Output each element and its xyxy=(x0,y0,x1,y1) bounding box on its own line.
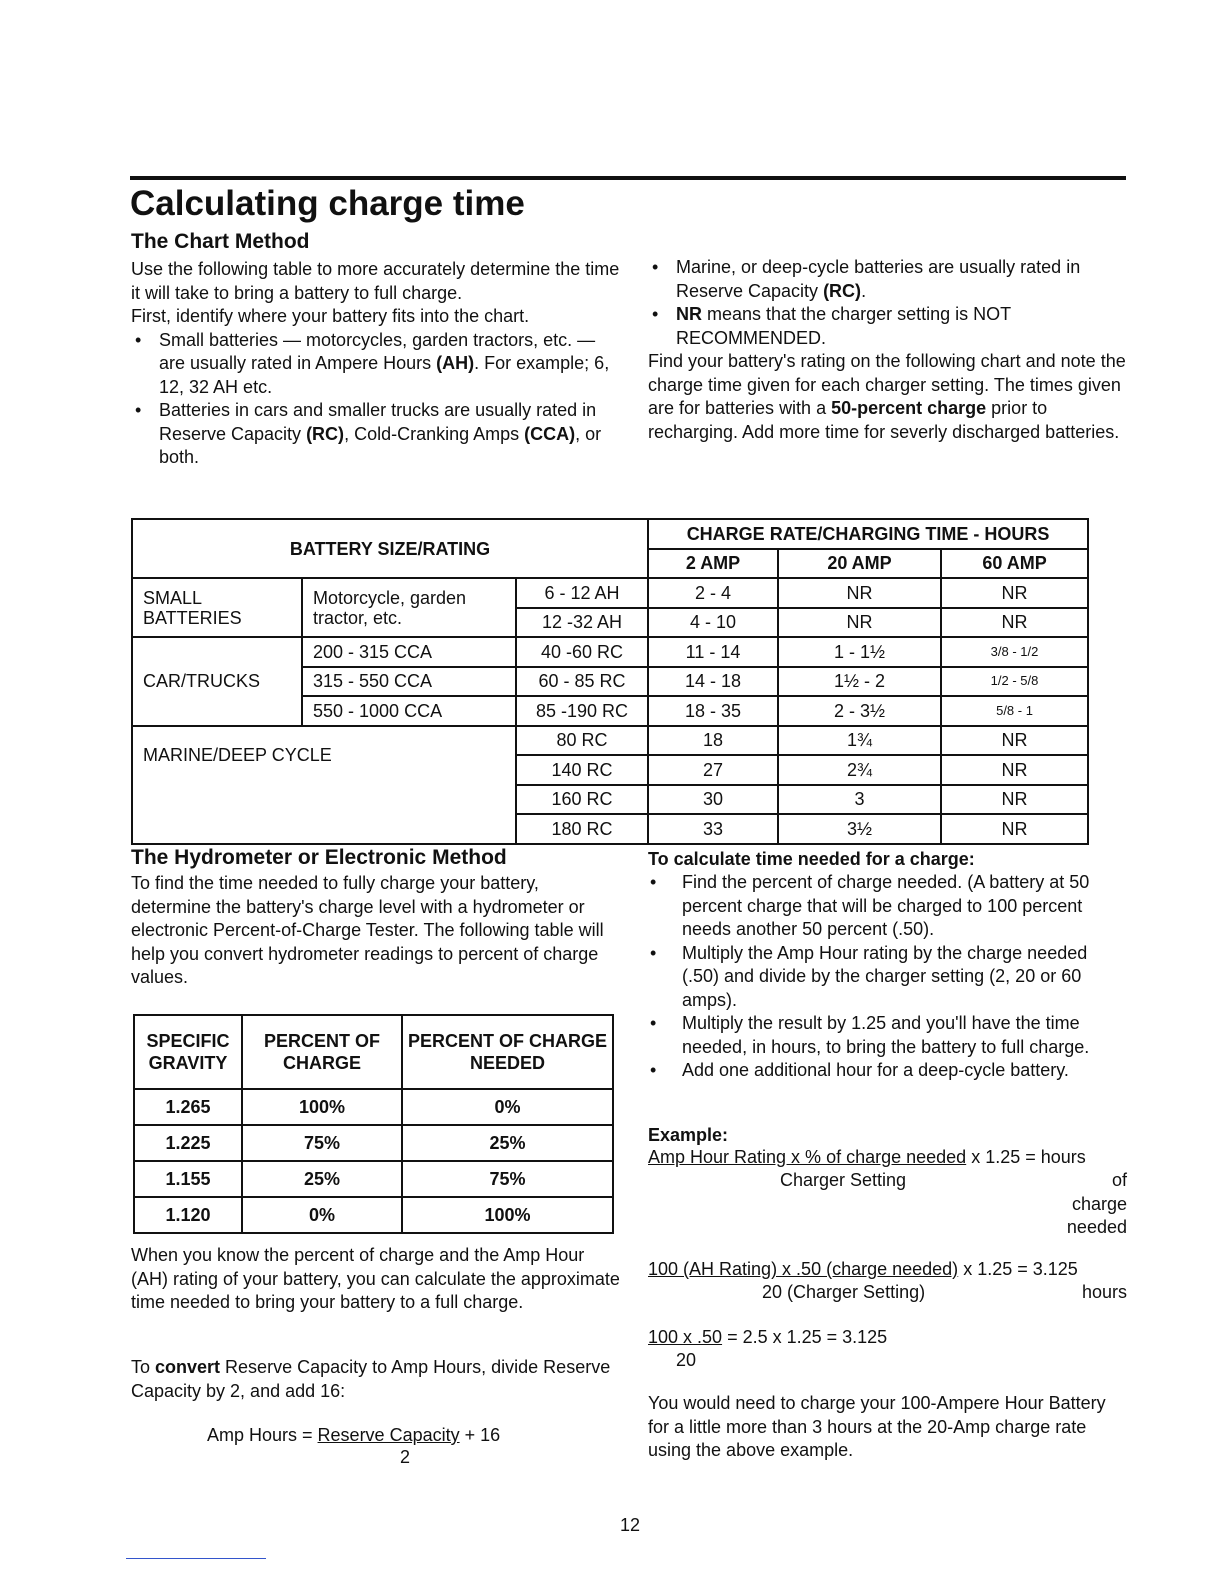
hydrometer-header-row xyxy=(134,1015,613,1089)
time-60amp-cell: NR xyxy=(941,755,1088,785)
time-2amp-cell: 27 xyxy=(648,755,778,785)
table-row xyxy=(134,1089,613,1125)
time-20amp-cell: 1 - 1½ xyxy=(778,637,941,667)
cca-range-cell: 550 - 1000 CCA xyxy=(302,696,516,726)
calc-step: • Multiply the result by 1.25 and you'll have the time needed, in hours, to bring the battery to full charge. xyxy=(648,1012,1128,1059)
chart-left-header: BATTERY SIZE/RATING xyxy=(132,519,648,578)
bullet-car-batteries: • Batteries in cars and smaller trucks are usually rated in Reserve Capacity (RC), Cold-Cranking Amps (CCA), or both. xyxy=(131,399,621,470)
find-rating-text: Find your battery's rating on the following chart and note the charge time given for each charger setting. The times given are for batteries with a 50-percent charge prior to recharging. Add more time for severly discharged batteries. xyxy=(648,351,1126,442)
time-20amp-cell: 1½ - 2 xyxy=(778,667,941,697)
example-calc-line: 100 (AH Rating) x .50 (charge needed) x 1.25 = 3.125 xyxy=(648,1259,1078,1279)
chart-right-header: CHARGE RATE/CHARGING TIME - HOURS xyxy=(648,519,1088,549)
bullet-marine-batteries: • Marine, or deep-cycle batteries are usually rated in Reserve Capacity (RC). xyxy=(648,256,1128,303)
rating-cell: 140 RC xyxy=(516,755,648,785)
rating-cell: 85 -190 RC xyxy=(516,696,648,726)
rating-cell: 180 RC xyxy=(516,814,648,844)
convert-text: To convert Reserve Capacity to Amp Hours, divide Reserve Capacity by 2, and add 16: xyxy=(131,1357,611,1401)
example-formula-denominator: Charger Setting xyxy=(780,1170,907,1190)
small-batteries-label: SMALL BATTERIES xyxy=(132,578,302,637)
gravity-cell: 1.155 xyxy=(134,1161,242,1197)
title-rule xyxy=(130,176,1126,180)
needed-cell: 100% xyxy=(402,1197,613,1233)
calc-step: • Find the percent of charge needed. (A battery at 50 percent charge that will be charged to 100 percent needs another 50 percent (.50). xyxy=(648,871,1128,942)
chart-method-heading: The Chart Method xyxy=(131,230,310,253)
rating-cell: 80 RC xyxy=(516,726,648,756)
rating-cell: 6 - 12 AH xyxy=(516,578,648,608)
col-2amp: 2 AMP xyxy=(648,549,778,579)
table-row xyxy=(132,726,1088,756)
table-row xyxy=(134,1125,613,1161)
example-of-charge-needed: of charge needed xyxy=(1066,1170,1127,1237)
time-60amp-cell: NR xyxy=(941,578,1088,608)
table-row xyxy=(132,578,1088,608)
example-simple-denominator: 20 xyxy=(676,1350,697,1370)
col-60amp: 60 AMP xyxy=(941,549,1088,579)
needed-cell: 0% xyxy=(402,1089,613,1125)
gravity-cell: 1.120 xyxy=(134,1197,242,1233)
page-title: Calculating charge time xyxy=(130,184,525,223)
page-number: 12 xyxy=(619,1515,641,1535)
time-60amp-cell: NR xyxy=(941,726,1088,756)
hydrometer-table xyxy=(133,1014,614,1234)
hydrometer-intro: To find the time needed to fully charge your battery, determine the battery's charge level with a hydrometer or electronic Percent-of-Charge Tester. The following table will help you convert hydrometer readings to percent of charge values. xyxy=(131,873,604,987)
time-2amp-cell: 14 - 18 xyxy=(648,667,778,697)
charge-cell: 100% xyxy=(242,1089,402,1125)
percent-of-charge-header: PERCENT OF CHARGE xyxy=(242,1015,402,1089)
specific-gravity-header: SPECIFIC GRAVITY xyxy=(134,1015,242,1089)
time-20amp-cell: 3 xyxy=(778,785,941,815)
time-2amp-cell: 18 - 35 xyxy=(648,696,778,726)
time-2amp-cell: 33 xyxy=(648,814,778,844)
chart-method-intro: Use the following table to more accurately determine the time it will take to bring a battery to full charge. xyxy=(131,259,620,303)
charge-time-chart xyxy=(131,518,1089,845)
charge-cell: 75% xyxy=(242,1125,402,1161)
calculate-heading: To calculate time needed for a charge: xyxy=(648,849,975,869)
time-60amp-cell: 1/2 - 5/8 xyxy=(941,667,1088,697)
time-60amp-cell: NR xyxy=(941,814,1088,844)
chart-method-first: First, identify where your battery fits into the chart. xyxy=(131,306,530,326)
conclusion-text: You would need to charge your 100-Ampere Hour Battery for a little more than 3 hours at the 20-Amp charge rate using the above example. xyxy=(648,1393,1106,1460)
chart-method-left-column xyxy=(131,258,621,470)
marine-deep-cycle-label: MARINE/DEEP CYCLE xyxy=(132,726,516,844)
rating-cell: 40 -60 RC xyxy=(516,637,648,667)
bullet-nr-meaning: • NR means that the charger setting is NOT RECOMMENDED. xyxy=(648,303,1128,350)
example-formula-line: Amp Hour Rating x % of charge needed x 1.25 = hours xyxy=(648,1147,1086,1167)
rating-cell: 60 - 85 RC xyxy=(516,667,648,697)
time-2amp-cell: 11 - 14 xyxy=(648,637,778,667)
small-batteries-desc: Motorcycle, garden tractor, etc. xyxy=(302,578,516,637)
cca-range-cell: 315 - 550 CCA xyxy=(302,667,516,697)
cca-range-cell: 200 - 315 CCA xyxy=(302,637,516,667)
calc-step: • Add one additional hour for a deep-cycle battery. xyxy=(648,1059,1128,1083)
table-row xyxy=(134,1197,613,1233)
charge-cell: 25% xyxy=(242,1161,402,1197)
time-20amp-cell: NR xyxy=(778,608,941,638)
charge-cell: 0% xyxy=(242,1197,402,1233)
calc-step: • Multiply the Amp Hour rating by the charge needed (.50) and divide by the charger setting (2, 20 or 60 amps). xyxy=(648,942,1128,1013)
amp-hours-formula: Amp Hours = Reserve Capacity + 16 xyxy=(207,1425,501,1445)
amp-hours-formula-denominator: 2 xyxy=(400,1447,411,1467)
chart-header-row xyxy=(132,519,1088,549)
when-you-know-text: When you know the percent of charge and the Amp Hour (AH) rating of your battery, you can calculate the approximate time needed to bring your battery to a full charge. xyxy=(131,1245,620,1312)
example-label: Example: xyxy=(648,1125,729,1145)
time-60amp-cell: NR xyxy=(941,608,1088,638)
example-simple-line: 100 x .50 = 2.5 x 1.25 = 3.125 xyxy=(648,1327,888,1347)
col-20amp: 20 AMP xyxy=(778,549,941,579)
gravity-cell: 1.265 xyxy=(134,1089,242,1125)
rating-cell: 12 -32 AH xyxy=(516,608,648,638)
example-calc-hours: hours xyxy=(1081,1282,1127,1302)
time-60amp-cell: 5/8 - 1 xyxy=(941,696,1088,726)
time-60amp-cell: NR xyxy=(941,785,1088,815)
time-60amp-cell: 3/8 - 1/2 xyxy=(941,637,1088,667)
gravity-cell: 1.225 xyxy=(134,1125,242,1161)
example-calc-denominator: 20 (Charger Setting) xyxy=(762,1282,926,1302)
time-2amp-cell: 4 - 10 xyxy=(648,608,778,638)
needed-cell: 25% xyxy=(402,1125,613,1161)
footer-line xyxy=(126,1558,266,1559)
rating-cell: 160 RC xyxy=(516,785,648,815)
hydrometer-heading: The Hydrometer or Electronic Method xyxy=(131,846,507,869)
chart-method-right-column xyxy=(648,256,1128,444)
time-20amp-cell: 2 - 3½ xyxy=(778,696,941,726)
table-row xyxy=(134,1161,613,1197)
time-20amp-cell: 2¾ xyxy=(778,755,941,785)
time-2amp-cell: 30 xyxy=(648,785,778,815)
calculate-steps xyxy=(648,871,1128,1083)
time-20amp-cell: 1¾ xyxy=(778,726,941,756)
table-row xyxy=(132,637,1088,667)
percent-needed-header: PERCENT OF CHARGE NEEDED xyxy=(402,1015,613,1089)
car-trucks-label: CAR/TRUCKS xyxy=(132,637,302,726)
time-2amp-cell: 18 xyxy=(648,726,778,756)
bullet-small-batteries: • Small batteries — motorcycles, garden tractors, etc. — are usually rated in Ampere Hours (AH). For example; 6, 12, 32 AH etc. xyxy=(131,329,621,400)
time-2amp-cell: 2 - 4 xyxy=(648,578,778,608)
time-20amp-cell: NR xyxy=(778,578,941,608)
needed-cell: 75% xyxy=(402,1161,613,1197)
time-20amp-cell: 3½ xyxy=(778,814,941,844)
